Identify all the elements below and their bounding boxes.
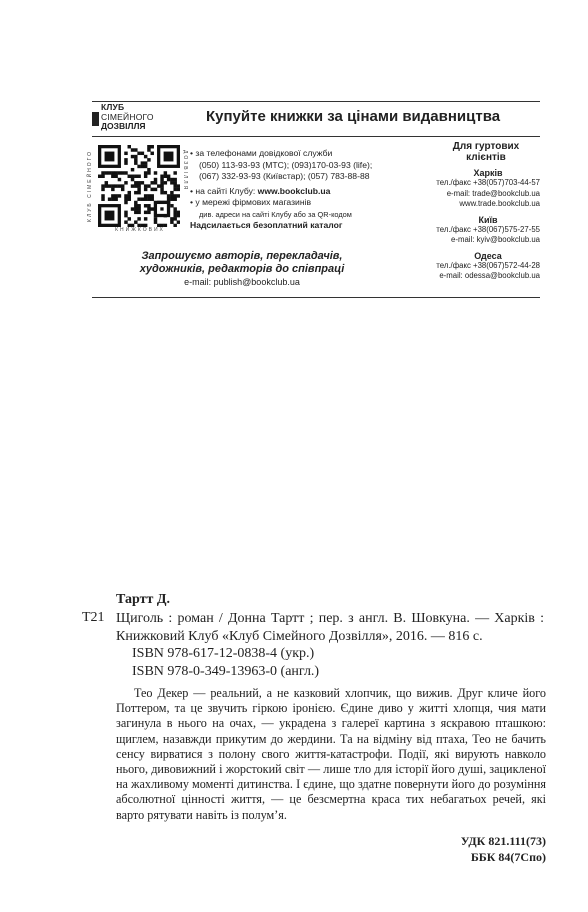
bibliographic-entry: Щиголь : роман / Донна Тартт ; пер. з англ. В. Шовкуна. — Харків : Книжковий Клуб «Клуб Сімейного Дозвілля», 2016. — 816 с. [116,611,544,644]
odesa-email[interactable]: e-mail: odessa@bookclub.ua [439,271,540,280]
city-kharkiv: Харків [473,168,503,178]
qr-code-icon[interactable] [98,145,180,227]
club-logo [101,103,154,132]
kyiv-email[interactable]: e-mail: kyiv@bookclub.ua [451,235,540,244]
wholesale-block [418,141,540,282]
logo-line-3: ДОЗВІЛЛЯ [101,121,146,131]
kharkiv-email[interactable]: e-mail: trade@bookclub.ua [446,188,540,198]
phones-label: • за телефонами довідкової служби [190,148,333,158]
kharkiv-site[interactable]: www.trade.bookclub.ua [459,199,540,208]
ad-header-rule [92,136,540,137]
city-odesa: Одеса [474,250,502,261]
city-kyiv: Київ [478,214,498,225]
kharkiv-phone: тел./факс +38(057)703-44-57 [436,178,540,187]
wholesale-title-1: Для гуртових [452,141,520,152]
phones-line-2: (067) 332-93-93 (Київстар); (057) 783-88-88 [199,171,370,181]
ad-headline: Купуйте книжки за цінами видавництва [206,108,501,125]
ad-top-rule [92,101,540,102]
author-code: Т21 [82,610,105,625]
book-logo-icon [92,112,99,126]
catalog-note: Надсилається безоплатний каталог [190,220,343,230]
site-line: • на сайті Клубу: www.bookclub.ua [190,185,331,196]
contacts-block [190,148,372,232]
udk-code: УДК 821.111(73) [460,834,546,848]
isbn-eng: ISBN 978-0-349-13963-0 (англ.) [132,664,320,679]
invite-text [118,250,366,276]
ad-bottom-rule [92,297,540,298]
qr-right-caption: ДОЗВІЛЛЯ [182,150,188,192]
stores-label: • у мережі фірмових магазинів [190,197,312,207]
phones-line-1: (050) 113-93-93 (МТС); (093)170-03-93 (life); [199,159,373,170]
wholesale-title-2: клієнтів [466,152,506,163]
site-link[interactable]: www.bookclub.ua [257,185,331,196]
logo-line-2: СІМЕЙНОГО [101,111,154,122]
bbk-code: ББК 84(7Спо) [470,850,546,864]
invite-line-2: художників, редакторів до співпраці [139,263,345,275]
invite-line-1: Запрошуємо авторів, перекладачів, [141,250,343,262]
qr-bottom-caption: КНИЖКОВИХ [115,227,165,233]
author-name: Тартт Д. [116,592,170,607]
kyiv-phone: тел./факс +38(067)575-27-55 [436,224,540,234]
publish-email[interactable]: e-mail: publish@bookclub.ua [184,277,300,287]
isbn-ukr: ISBN 978-617-12-0838-4 (укр.) [132,646,315,661]
odesa-phone: тел./факс +38(067)572-44-28 [436,260,540,270]
stores-note: див. адреси на сайті Клубу або за QR-кодом [199,209,352,219]
annotation: Тео Декер — реальний, а не казковий хлопчик, що вижив. Друг кличе його Поттером, та це звучить гіркою іронією. Єдине диво у житті хлопця, чия мати загинула в нього на очах, — украдена з галереї картина з яскравою пташкою: щиглем, назавжди прикутим до жердини. Та на відміну від птаха, Тео не бачить сенсу вирватися з полону свого життя-катастрофи. Події, які вирують навколо нього, дивовижний і жорстокий світ — лише тло для історії його душі, зацикленої на жахливому моменті дитинства. І єдине, що здатне повернути його до розуміння абсолютної цінності життя, — це безсмертна краса тих небагатьох речей, які варто рятувати навіть із полум’я. [116,686,546,822]
qr-left-caption: КЛУБ СІМЕЙНОГО [87,150,93,222]
logo-line-1: КЛУБ [101,102,125,112]
